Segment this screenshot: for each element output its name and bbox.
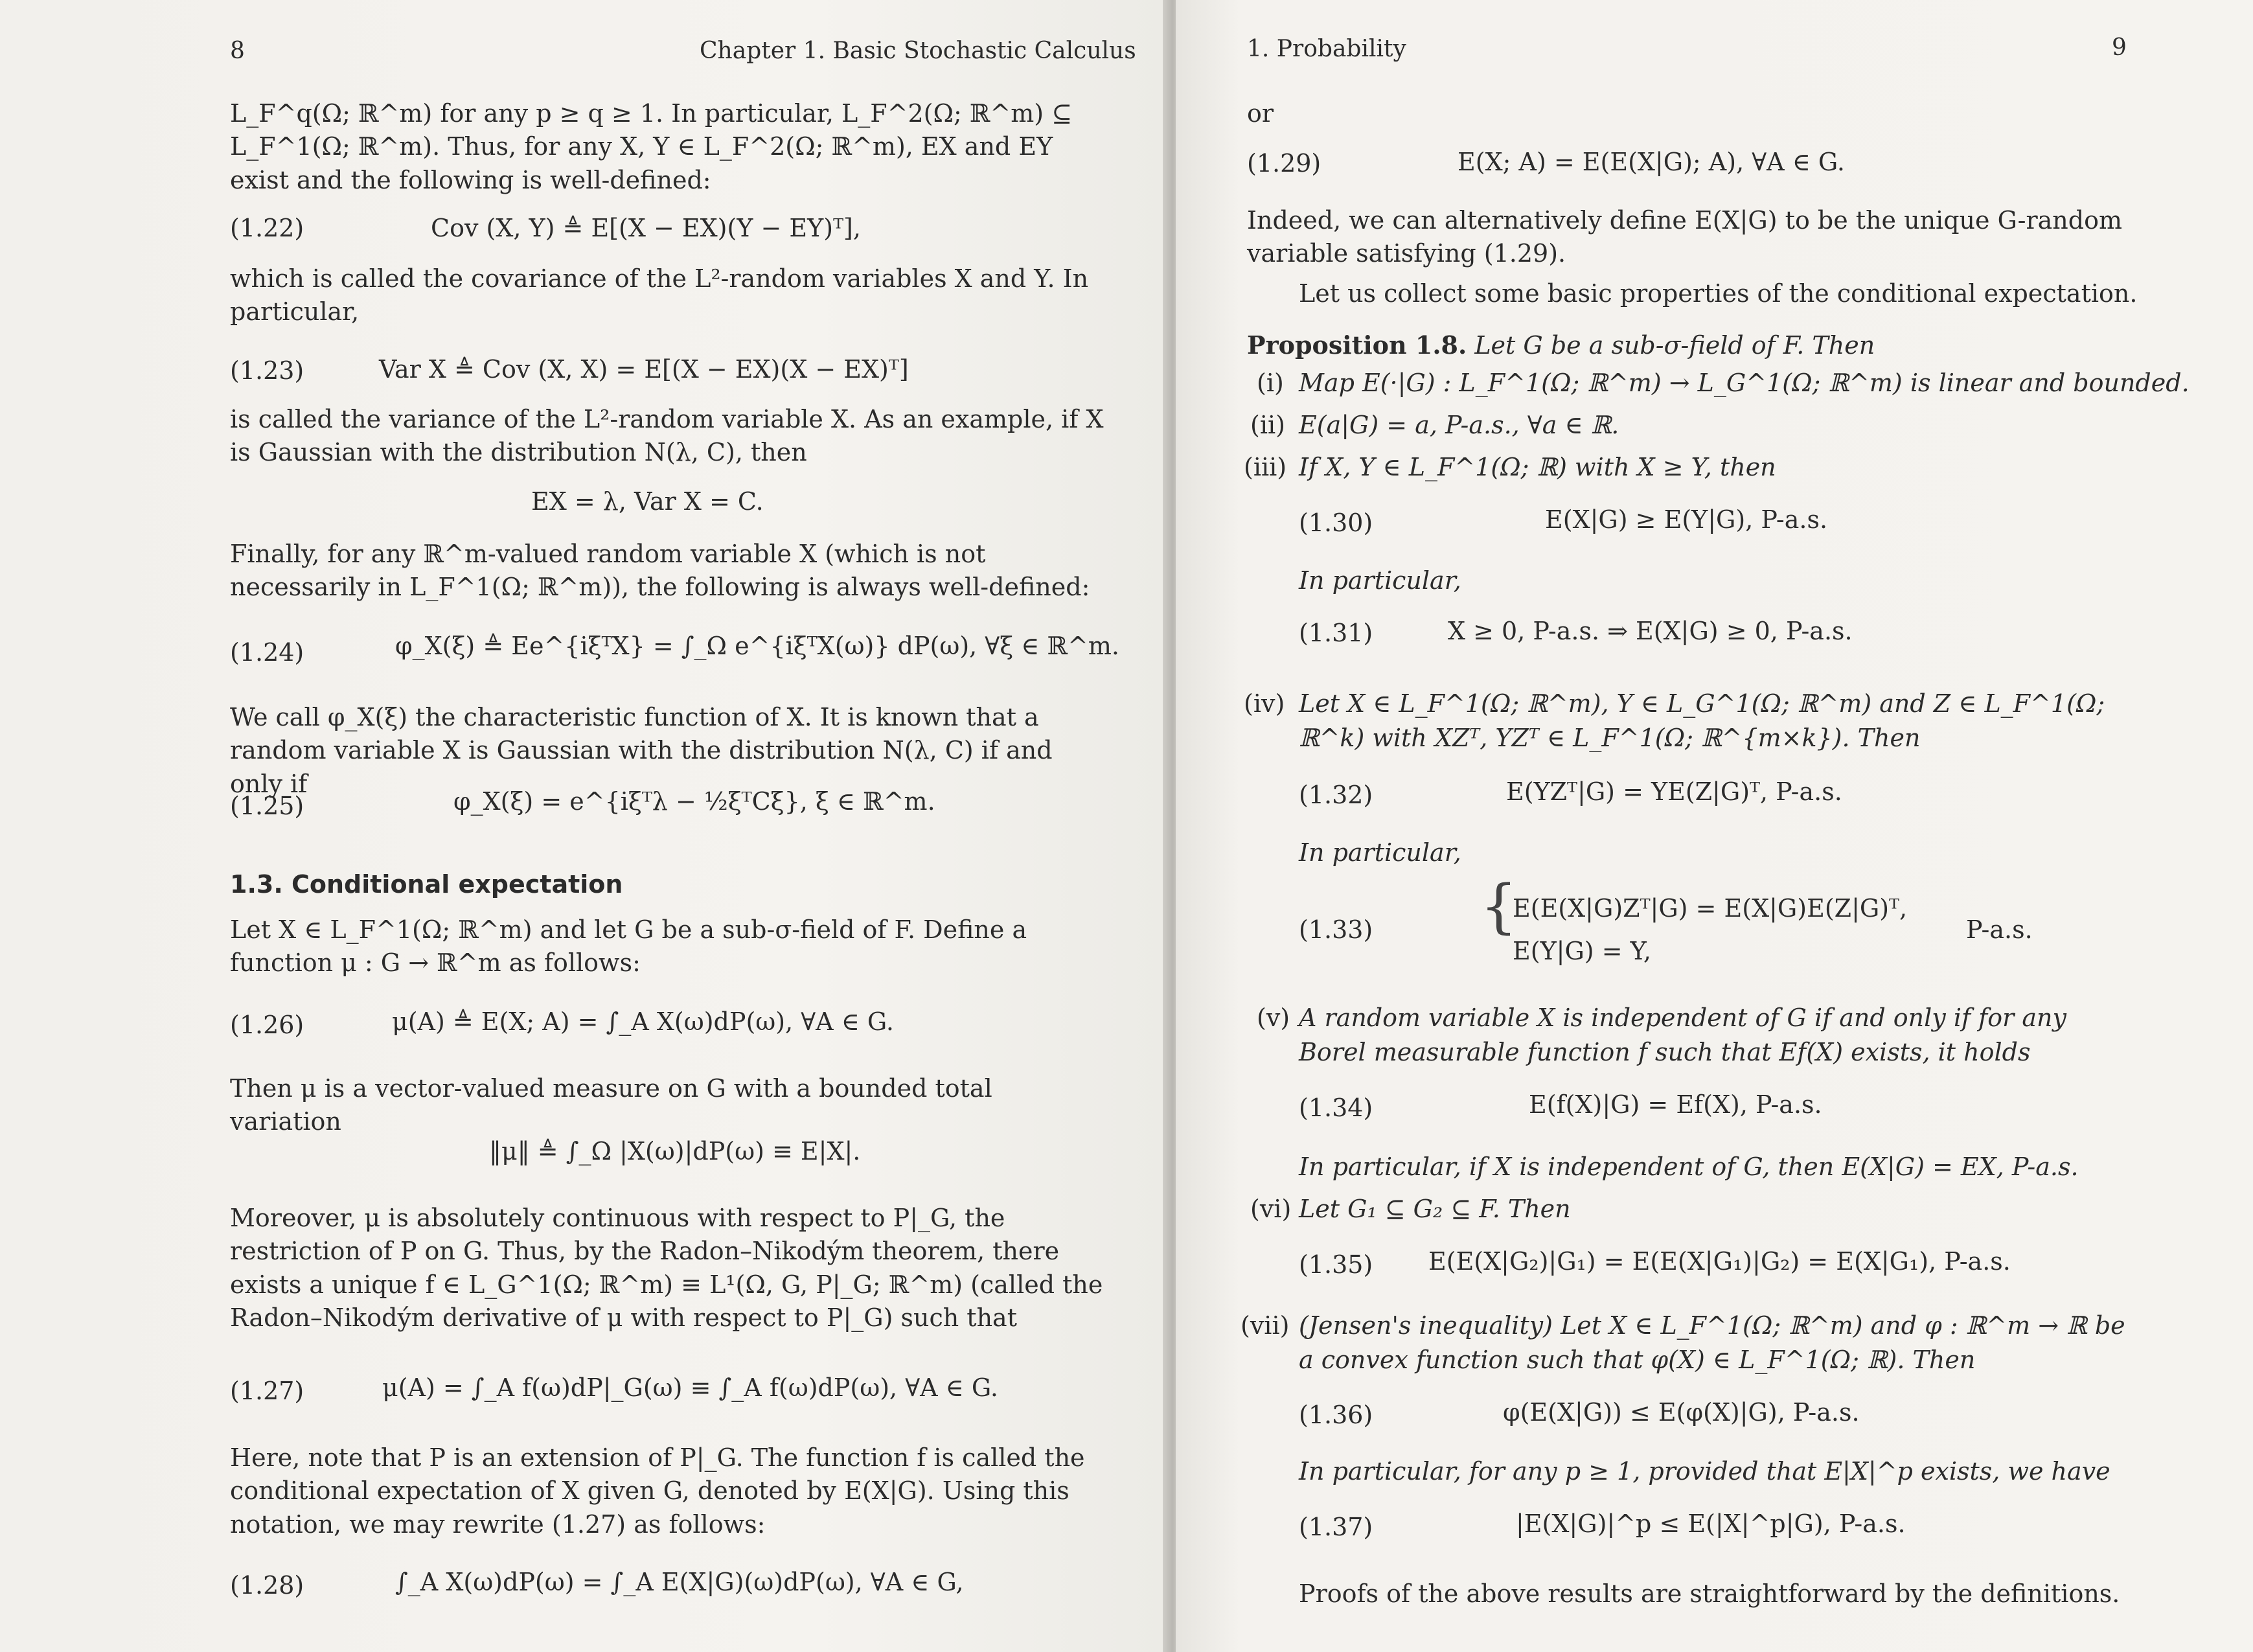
equation: EX = λ, Var X = C. bbox=[531, 487, 764, 516]
paragraph: is called the variance of the L²-random variable X. As an example, if X is Gaussian with the distribution N(λ, C), then bbox=[230, 405, 1104, 467]
text: In particular, bbox=[1299, 566, 1461, 595]
item-text: In particular, for any p ≥ 1, provided that E|X|^p exists, we have bbox=[1299, 1457, 2110, 1486]
item-label: (vii) bbox=[1241, 1311, 1290, 1340]
equation-number: (1.23) bbox=[230, 356, 304, 385]
item-text: In particular, if X is independent of G, then E(X|G) = EX, P-a.s. bbox=[1299, 1153, 2079, 1181]
item-label: (vi) bbox=[1250, 1195, 1292, 1223]
paragraph: Let us collect some basic properties of the conditional expectation. bbox=[1299, 279, 2138, 308]
equation-number: (1.37) bbox=[1299, 1513, 1373, 1541]
equation: E(X|G) ≥ E(Y|G), P-a.s. bbox=[1545, 505, 1828, 534]
equation: Cov (X, Y) ≜ E[(X − EX)(Y − EY)ᵀ], bbox=[431, 214, 861, 242]
equation: P-a.s. bbox=[1966, 915, 2033, 944]
brace: { bbox=[1480, 873, 1518, 941]
equation: μ(A) = ∫_A f(ω)dP|_G(ω) ≡ ∫_A f(ω)dP(ω), ∀A ∈ G. bbox=[382, 1373, 998, 1402]
equation: φ_X(ξ) = e^{iξᵀλ − ½ξᵀCξ}, ξ ∈ ℝ^m. bbox=[453, 787, 935, 816]
text: or bbox=[1247, 99, 1274, 128]
page-number: 9 bbox=[2112, 34, 2127, 61]
equation-number: (1.28) bbox=[230, 1571, 304, 1600]
item-text: A random variable X is independent of G if and only if for any Borel measurable function f such that Ef(X) exists, it holds bbox=[1299, 1004, 2066, 1067]
item-text: Map E(·|G) : L_F^1(Ω; ℝ^m) → L_G^1(Ω; ℝ^m) is linear and bounded. bbox=[1299, 369, 2190, 397]
equation-number: (1.36) bbox=[1299, 1401, 1373, 1429]
equation: E(E(X|G₂)|G₁) = E(E(X|G₁)|G₂) = E(X|G₁), P-a.s. bbox=[1428, 1247, 2011, 1276]
paragraph: Finally, for any ℝ^m-valued random variable X (which is not necessarily in L_F^1(Ω; ℝ^m)), the following is always well-defined: bbox=[230, 540, 1090, 602]
equation-number: (1.31) bbox=[1299, 619, 1373, 647]
equation: X ≥ 0, P-a.s. ⇒ E(X|G) ≥ 0, P-a.s. bbox=[1448, 617, 1853, 645]
item-text: (Jensen's inequality) Let X ∈ L_F^1(Ω; ℝ^m) and φ : ℝ^m → ℝ be a convex function such that φ(X) ∈ L_F^1(Ω; ℝ). Then bbox=[1299, 1311, 2125, 1375]
item-text: E(a|G) = a, P-a.s., ∀a ∈ ℝ. bbox=[1299, 411, 1619, 439]
item-label: (i) bbox=[1257, 369, 1284, 397]
equation-number: (1.35) bbox=[1299, 1250, 1373, 1279]
paragraph: L_F^q(Ω; ℝ^m) for any p ≥ q ≥ 1. In particular, L_F^2(Ω; ℝ^m) ⊆ L_F^1(Ω; ℝ^m). Thus, for any X, Y ∈ L_F^2(Ω; ℝ^m), EX and EY exist and the following is well-defined: bbox=[230, 99, 1073, 194]
equation-number: (1.26) bbox=[230, 1011, 304, 1039]
running-head: 1. Probability bbox=[1247, 36, 1406, 62]
running-head: Chapter 1. Basic Stochastic Calculus bbox=[700, 38, 1136, 64]
paragraph: which is called the covariance of the L²-random variables X and Y. In particular, bbox=[230, 264, 1089, 327]
equation: E(Y|G) = Y, bbox=[1513, 937, 1651, 965]
page-number: 8 bbox=[230, 38, 245, 64]
equation: ∫_A X(ω)dP(ω) = ∫_A E(X|G)(ω)dP(ω), ∀A ∈ G, bbox=[395, 1568, 964, 1596]
equation: E(E(X|G)Zᵀ|G) = E(X|G)E(Z|G)ᵀ, bbox=[1513, 894, 1908, 923]
paragraph: Let X ∈ L_F^1(Ω; ℝ^m) and let G be a sub-σ-field of F. Define a function μ : G → ℝ^m as follows: bbox=[230, 915, 1027, 978]
equation: φ(E(X|G)) ≤ E(φ(X)|G), P-a.s. bbox=[1503, 1398, 1860, 1427]
text: In particular, bbox=[1299, 838, 1461, 867]
equation-number: (1.27) bbox=[230, 1377, 304, 1405]
equation-number: (1.25) bbox=[230, 792, 304, 820]
equation: E(YZᵀ|G) = YE(Z|G)ᵀ, P-a.s. bbox=[1506, 777, 1842, 806]
paragraph: We call φ_X(ξ) the characteristic function of X. It is known that a random variable X is Gaussian with the distribution N(λ, C) if and only if bbox=[230, 703, 1053, 798]
equation: E(f(X)|G) = Ef(X), P-a.s. bbox=[1529, 1090, 1822, 1119]
paragraph: Moreover, μ is absolutely continuous with respect to P|_G, the restriction of P on G. Thus, by the Radon–Nikodým theorem, there exists a unique f ∈ L_G^1(Ω; ℝ^m) ≡ L¹(Ω, G, P|_G; ℝ^m) (called the Radon–Nikodým derivative of μ with respect to P|_G) such that bbox=[230, 1204, 1103, 1332]
paragraph: Then μ is a vector-valued measure on G with a bounded total variation bbox=[230, 1074, 992, 1136]
equation-number: (1.24) bbox=[230, 638, 304, 667]
paragraph: Proofs of the above results are straightforward by the definitions. bbox=[1299, 1579, 2120, 1608]
item-label: (v) bbox=[1257, 1004, 1290, 1032]
equation: μ(A) ≜ E(X; A) = ∫_A X(ω)dP(ω), ∀A ∈ G. bbox=[392, 1007, 894, 1036]
item-label: (iv) bbox=[1244, 689, 1285, 718]
equation-number: (1.29) bbox=[1247, 149, 1321, 178]
equation: Var X ≜ Cov (X, X) = E[(X − EX)(X − EX)ᵀ] bbox=[379, 355, 909, 384]
proposition-text: Let G be a sub-σ-field of F. Then bbox=[1474, 331, 1875, 360]
equation: ‖μ‖ ≜ ∫_Ω |X(ω)|dP(ω) ≡ E|X|. bbox=[489, 1137, 861, 1165]
item-text: Let G₁ ⊆ G₂ ⊆ F. Then bbox=[1299, 1195, 1571, 1223]
equation-number: (1.30) bbox=[1299, 509, 1373, 537]
equation: E(X; A) = E(E(X|G); A), ∀A ∈ G. bbox=[1458, 148, 1845, 176]
equation-number: (1.33) bbox=[1299, 915, 1373, 944]
item-text: If X, Y ∈ L_F^1(Ω; ℝ) with X ≥ Y, then bbox=[1299, 453, 1776, 481]
paragraph: Here, note that P is an extension of P|_G. The function f is called the conditional expectation of X given G, denoted by E(X|G). Using this notation, we may rewrite (1.27) as follows: bbox=[230, 1443, 1085, 1539]
item-text: Let X ∈ L_F^1(Ω; ℝ^m), Y ∈ L_G^1(Ω; ℝ^m) and Z ∈ L_F^1(Ω; ℝ^k) with XZᵀ, YZᵀ ∈ L_F^1(Ω; ℝ^{m×k}). Then bbox=[1299, 689, 2105, 753]
proposition-label: Proposition 1.8. bbox=[1247, 330, 1467, 360]
equation: |E(X|G)|^p ≤ E(|X|^p|G), P-a.s. bbox=[1516, 1509, 1906, 1538]
equation-number: (1.22) bbox=[230, 214, 304, 242]
equation-number: (1.32) bbox=[1299, 781, 1373, 809]
equation: φ_X(ξ) ≜ Ee^{iξᵀX} = ∫_Ω e^{iξᵀX(ω)} dP(ω), ∀ξ ∈ ℝ^m. bbox=[395, 632, 1119, 660]
right-page bbox=[1176, 0, 2253, 1652]
item-label: (iii) bbox=[1244, 453, 1287, 481]
paragraph: Indeed, we can alternatively define E(X|G) to be the unique G-random variable satisfying (1.29). bbox=[1247, 206, 2123, 268]
section-heading: 1.3. Conditional expectation bbox=[230, 870, 623, 899]
item-label: (ii) bbox=[1250, 411, 1285, 439]
equation-number: (1.34) bbox=[1299, 1094, 1373, 1122]
